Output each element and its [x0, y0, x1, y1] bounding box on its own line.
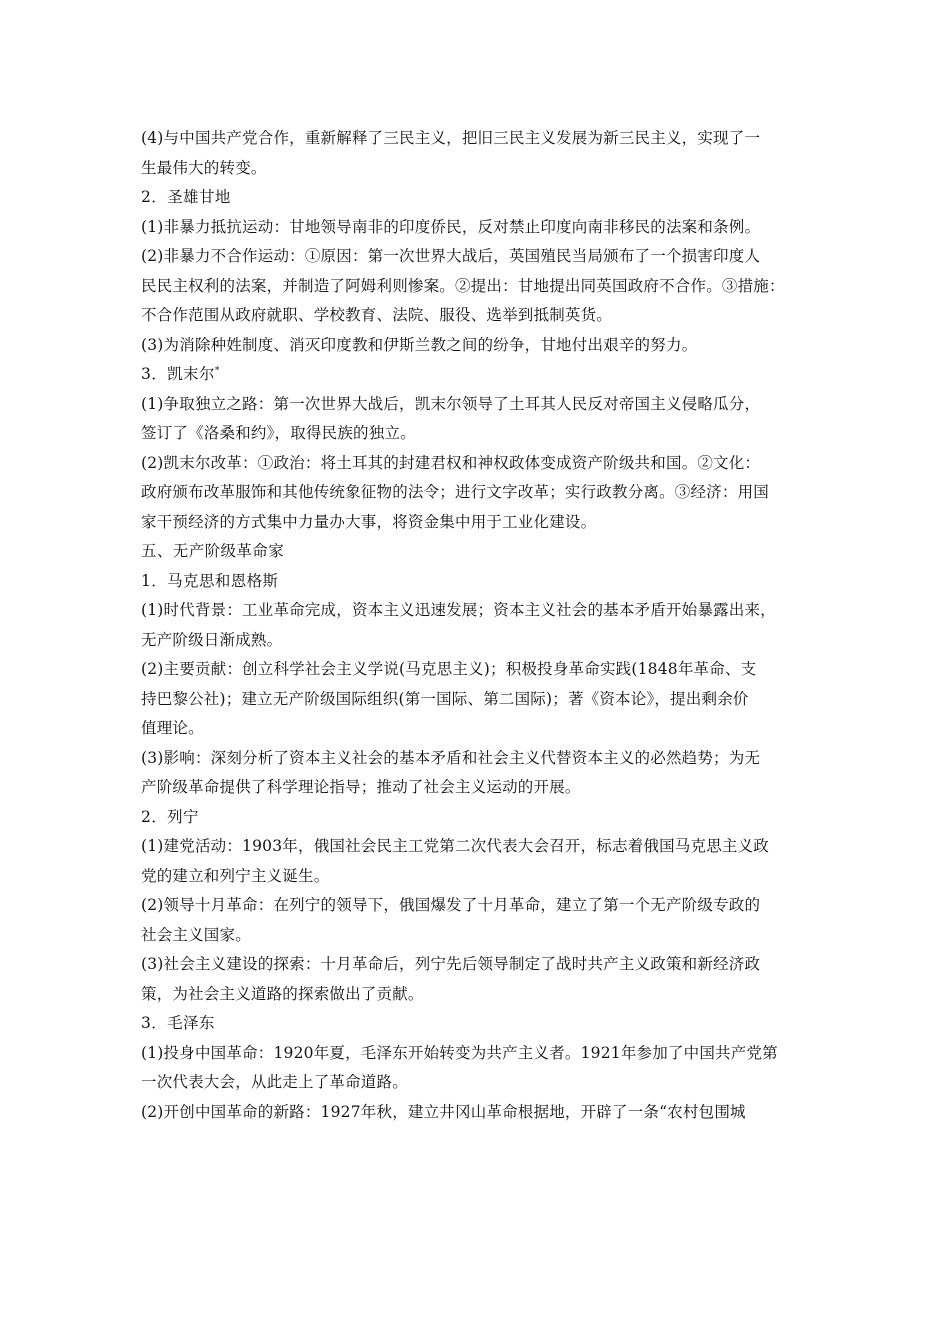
text-line-l1-a: [141, 832, 813, 862]
line-text: 政府颁布改革服饰和其他传统象征物的法令；进行文字改革；实行政教分离。③经济：用国: [141, 483, 770, 501]
line-text: (2)开创中国革命的新路：1927年秋，建立井冈山革命根据地，开辟了一条“农村包围城: [141, 1102, 746, 1121]
line-text: (3)影响：深刻分析了资本主义社会的基本矛盾和社会主义代替资本主义的必然趋势；为无: [141, 748, 761, 767]
line-text: 2．圣雄甘地: [141, 188, 231, 206]
document-page: [141, 124, 813, 1127]
text-line-mz1-b: [141, 1068, 813, 1098]
text-line-k2-c: [141, 508, 813, 538]
line-text: (2)领导十月革命：在列宁的领导下，俄国爆发了十月革命，建立了第一个无产阶级专政的: [141, 896, 761, 914]
line-text: (2)非暴力不合作运动：①原因：第一次世界大战后，英国殖民当局颁布了一个损害印度人: [141, 247, 761, 265]
text-line-p4-a: [141, 124, 813, 154]
line-text: (2)主要贡献：创立科学社会主义学说(马克思主义)；积极投身革命实践(1848年革命、支: [141, 660, 757, 678]
text-line-m1-b: [141, 626, 813, 656]
text-line-m2-b: [141, 685, 813, 715]
text-line-m1-a: [141, 596, 813, 626]
text-line-m3-b: [141, 773, 813, 803]
text-line-p4-b: [141, 154, 813, 184]
text-line-k2-a: [141, 449, 813, 479]
section-heading-h-lenin: [141, 803, 813, 833]
text-line-g2-b: [141, 272, 813, 302]
text-line-mz2-a: [141, 1098, 813, 1128]
line-text: 一次代表大会，从此走上了革命道路。: [141, 1073, 408, 1091]
line-text: 持巴黎公社)；建立无产阶级国际组织(第一国际、第二国际)；著《资本论》，提出剩余价: [141, 689, 749, 708]
line-text: 签订了《洛桑和约》，取得民族的独立。: [141, 424, 416, 442]
line-text: 3．凯末尔: [141, 365, 215, 383]
line-text: 无产阶级日渐成熟。: [141, 630, 283, 649]
line-text: (1)非暴力抵抗运动：甘地领导南非的印度侨民，反对禁止印度向南非移民的法案和条例。: [141, 217, 761, 236]
text-line-g2-a: [141, 242, 813, 272]
text-line-k2-b: [141, 478, 813, 508]
section-heading-h-gandhi: [141, 183, 813, 213]
line-text: 社会主义国家。: [141, 925, 251, 944]
line-text: (3)为消除种姓制度、消灭印度教和伊斯兰教之间的纷争，甘地付出艰辛的努力。: [141, 335, 698, 354]
text-line-l1-b: [141, 862, 813, 892]
text-line-l2-a: [141, 891, 813, 921]
text-line-m2-c: [141, 714, 813, 744]
text-line-g1: [141, 213, 813, 243]
line-text: 值理论。: [141, 719, 204, 737]
line-text: 策，为社会主义道路的探索做出了贡献。: [141, 984, 424, 1003]
line-text: 3．毛泽东: [141, 1014, 215, 1032]
text-line-m2-a: [141, 655, 813, 685]
text-line-l3-b: [141, 980, 813, 1010]
line-text: 产阶级革命提供了科学理论指导；推动了社会主义运动的开展。: [141, 778, 581, 796]
line-text: 民民主权利的法案，并制造了阿姆利则惨案。②提出：甘地提出同英国政府不合作。③措施：: [141, 276, 785, 295]
line-text: (4)与中国共产党合作，重新解释了三民主义，把旧三民主义发展为新三民主义，实现了一: [141, 129, 761, 147]
line-text: 五、无产阶级革命家: [141, 542, 285, 560]
text-line-l2-b: [141, 921, 813, 951]
line-text: 1．马克思和恩格斯: [141, 571, 279, 590]
line-text: (3)社会主义建设的探索：十月革命后，列宁先后领导制定了战时共产主义政策和新经济政: [141, 955, 761, 973]
line-text: 2．列宁: [141, 807, 199, 826]
line-text: (1)时代背景：工业革命完成，资本主义迅速发展；资本主义社会的基本矛盾开始暴露出来，: [141, 601, 776, 619]
line-text: (1)争取独立之路：第一次世界大战后，凯末尔领导了土耳其人民反对帝国主义侵略瓜分，: [141, 394, 761, 413]
line-text: 生最伟大的转变。: [141, 158, 267, 177]
text-line-g2-c: [141, 301, 813, 331]
document-body: [141, 124, 813, 1127]
line-text: (1)投身中国革命：1920年夏，毛泽东开始转变为共产主义者。1921年参加了中国共产党第: [141, 1043, 778, 1062]
section-heading-h-kemal: [141, 360, 813, 390]
line-text: 家干预经济的方式集中力量办大事，将资金集中用于工业化建设。: [141, 512, 597, 531]
section-heading-h-mao: [141, 1009, 813, 1039]
line-text: (1)建党活动：1903年，俄国社会民主工党第二次代表大会召开，标志着俄国马克思主义政: [141, 837, 770, 855]
line-text: 不合作范围从政府就职、学校教育、法院、服役、选举到抵制英货。: [141, 306, 613, 324]
line-text: (2)凯末尔改革：①政治：将土耳其的封建君权和神权政体变成资产阶级共和国。②文化：: [141, 453, 761, 472]
text-line-mz1-a: [141, 1039, 813, 1069]
text-line-l3-a: [141, 950, 813, 980]
text-line-k1-a: [141, 390, 813, 420]
footnote-marker: *: [214, 365, 220, 376]
text-line-k1-b: [141, 419, 813, 449]
text-line-g3: [141, 331, 813, 361]
section-heading-h-section5: [141, 537, 813, 567]
section-heading-h-marx: [141, 567, 813, 597]
text-line-m3-a: [141, 744, 813, 774]
line-text: 党的建立和列宁主义诞生。: [141, 866, 330, 885]
